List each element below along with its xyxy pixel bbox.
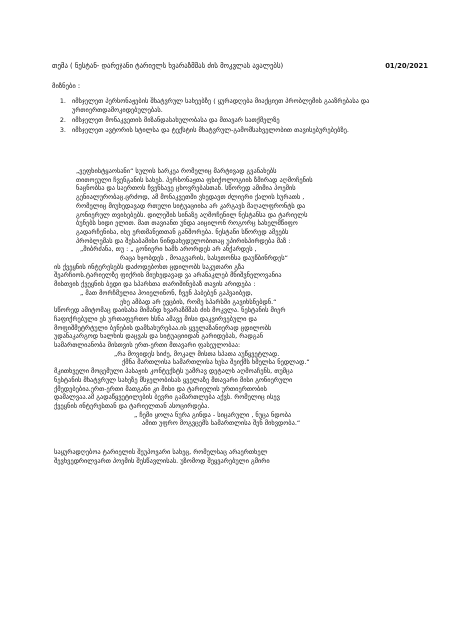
- quote-line: „რა მოვიდეს სიძე, მოკალ მისთა სპათა აუწყვეტლად.: [114, 349, 280, 358]
- text-line: თითოეული ჩვენგანის სახეს. პერსონაჟთა ფსიქოლოგიის ზმირად აღმოჩენის: [76, 175, 313, 184]
- text-line: შევხვედრილვართ პოემის შესწავლისას. უზომოდ შეყვარებული გმირი: [54, 456, 270, 465]
- quote-line: „მიბრძანა, თუ : „ გონიერი ხამს არორდეს არ ანქარდეს ,: [80, 245, 257, 254]
- text-line: სწორედ ამიტომაც დაისახა მიმანდ ხვარაზმშას ძის მოკვლა. ნესტანის მიერ: [54, 306, 286, 315]
- quote-line: „ ჩემი ყოლა ნურა გინდა - სიცარული , ნუცა ნდობა: [134, 410, 292, 419]
- document-header: [52, 62, 430, 71]
- text-line: გადარჩენისა, ისე ერთმანეთთან განშორება. ნესტანი სწორედ ამეებს: [76, 227, 289, 236]
- text-line: ის ქვეყნის ინტერესებს დაძოდებოხთ ცდილობს საკუთარი გზა: [54, 262, 245, 271]
- text-line: უდანაკარგოდ ხალხის დაცვას და სიტუაციიდან გარიდებას, რადგან: [54, 332, 264, 341]
- document-title: თემა ( ნესტან- დარეჯანი ტარიელს ხვარაზმშას ძის მოკვლას ავალებს): [52, 62, 284, 70]
- essay-body: [54, 167, 430, 466]
- text-line: დამალვაა.ამ გადაწყვეტილების ბევრი გამართლება აქვს. რომელიც ისევ: [54, 393, 280, 402]
- paragraph-2: [54, 263, 430, 289]
- text-line: მოფიშმეტრტული ბენების დამსახურებაა.ის ყველაზანიერად ცდილობს: [54, 323, 272, 332]
- paragraph-3: [54, 306, 430, 350]
- quote-4: [134, 411, 430, 428]
- task-item: 2. იმსჯელეთ მონაკვეთის მიზანდასახულობასა და მთავარ სათქმელზე: [68, 116, 430, 125]
- text-line: რომელიც მიუხედავად რთული სიტუაციისა არ კარგავს მაღალფრონტს და: [76, 201, 306, 210]
- text-line: ჩაფიქრებული ეს ურთაფერთო ხსნა ამავე მისი დაკვირვებული და: [54, 314, 257, 323]
- paragraph-gap: [54, 428, 430, 448]
- text-line: გენიალურობაც.ცრძოდ, ამ მონაკვეთში ვხედავთ ძლიერი ქალის სურათს ,: [76, 193, 305, 202]
- quote-3: [114, 350, 430, 367]
- task-item: 3. იმსჯელეთ ავტორის სტილსა და ტექსტის მხატვრულ-გამომსახველობით თავისებურებებზე.: [68, 126, 430, 135]
- quote-line: ამით უფრო მოგვცემს სამართლისა შენ მიხვდობა.“: [142, 419, 301, 428]
- document-date: 01/20/2021: [385, 62, 428, 70]
- text-line: საყურადღებოა ტარიელის შეუპოვარი სახეც, რომელსაც არაერთხელ: [54, 448, 268, 457]
- quote-line: „ მათ მორჩმულია ჰოიელინონ, ჩვენ ჰაბებენ გაჰვაიბედ,: [80, 288, 253, 297]
- text-line: მკითხველი მოცემული პასაჟის კონტექსტს უამრავ დეტალს აღმოაჩენს, თუმცა: [54, 367, 293, 376]
- text-line: ქვეყნის ინტერესთან და ტარიელთან ასოცირდება.: [54, 401, 210, 410]
- text-line: მისთვის ქვეყნის ბედი და სპარსთა თარიშინებაზ თავის არიდება :: [54, 280, 256, 289]
- text-line: „ვეფხისტყაოსანი“ სულის სარკეა რომელიც მარტივად გვანახებს: [76, 167, 277, 175]
- quote-line: რაცა ხჯობდეს , მოაგვარის, სასეთონსა დაუწბინრდეს“: [120, 254, 288, 263]
- quote-2: [80, 289, 430, 306]
- paragraph-5: [54, 448, 430, 465]
- text-line: ნაცნობსა და საერთოს ჩვენსავე ცხოვრებასთან. სწორედ ამიმია პოემის: [76, 184, 296, 193]
- text-line: სამართლიანობა მისთვის ერთ-ერთი მთავარი ფასეულობაა:: [54, 341, 241, 350]
- text-line: შეარჩიოს.ტარიელზე ფიქრის მიუხედავად ვა არანაკლებ მნიშვნელოვანია: [54, 271, 282, 280]
- text-line: ქმედებებია.ერთ-ერთი მათგანი კი მისი და ტარიელის ურთიერთობის: [54, 384, 267, 393]
- text-line: ნესტანის მხატვრულ სახეზე მსჯელობისას ყველაზე მთავარი მისი გონიერული: [54, 375, 293, 384]
- quote-line: ეხე ამბად არ ევცბის, რომე სპარსში გავიხსნებდნ.“: [120, 297, 277, 306]
- quote-line: ქმნა მართლისა სამართლისა ხესა შეიქმს ხმელსა ნედლად.“: [122, 358, 310, 367]
- tasks-title: მიზნები :: [52, 82, 81, 91]
- paragraph-4: [54, 367, 430, 411]
- text-line: ბუნებს სიდი ელით. მათ თავიანთ უნდა აიცილონ როგორც სახელმწიფო: [76, 219, 298, 228]
- task-item: 1. იმსჯელეთ პერსონაჟების შხატვრულ სახეებზე ( ყურადღება მიაქციეთ პრობლემის გააზრებასა და ურთიერთდამოკიდებულებას.: [68, 97, 430, 114]
- text-line: პრობლემას და შესაბამისი ნინდახედულობითაც უპირისპირდება მაზ :: [76, 236, 291, 245]
- paragraph-1: [54, 167, 430, 245]
- text-line: გონიერულ თვისებებს. დილეშის სინაზე აღმოჩენილ ნესტანსა და ტარიელს: [76, 210, 308, 219]
- quote-1: [80, 245, 430, 262]
- tasks-list: [54, 97, 430, 135]
